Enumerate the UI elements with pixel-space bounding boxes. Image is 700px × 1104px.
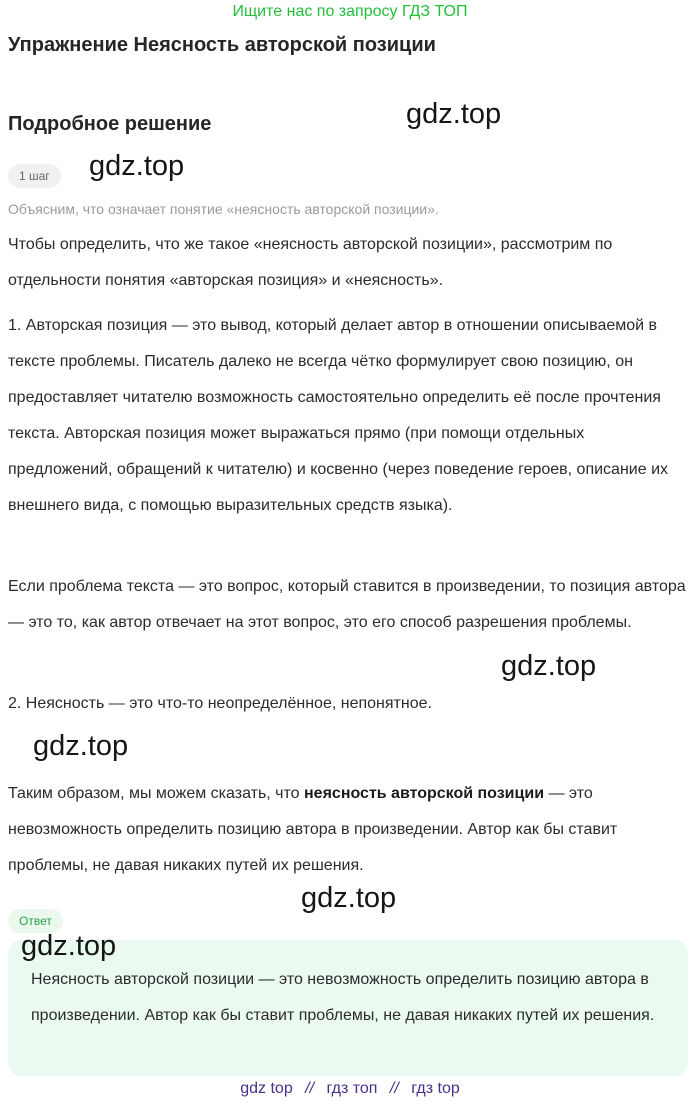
footer-separator: // [389, 1080, 399, 1097]
watermark: gdz.top [406, 98, 502, 130]
conclusion-term: неясность авторской позиции [304, 785, 545, 802]
search-banner: Ищите нас по запросу ГДЗ ТОП [232, 3, 468, 20]
answer-text: Неясность авторской позиции — это невозможность определить позицию автора в произведении. Автор как бы ставит проблемы, не давая никаких путей их решения. [31, 971, 655, 1024]
watermark: gdz.top [501, 650, 597, 682]
watermark: gdz.top [89, 150, 185, 182]
answer-badge: Ответ [8, 909, 63, 933]
exercise-title: Упражнение Неясность авторской позиции [8, 34, 436, 56]
footer-links [0, 1079, 700, 1099]
step-hint: Объясним, что означает понятие «неясность авторской позиции». [8, 201, 439, 217]
conclusion-text-end: — это невозможность определить позицию автора в произведении. Автор как бы ставит проблемы, не давая никаких путей их решения. [8, 785, 618, 874]
watermark: gdz.top [301, 882, 397, 914]
solution-title: Подробное решение [8, 113, 212, 135]
footer-link-gdz-top-ru[interactable]: гдз топ [326, 1080, 378, 1097]
watermark: gdz.top [21, 930, 117, 962]
paragraph-unclarity: 2. Неясность — это что-то неопределённое, непонятное. [8, 695, 432, 712]
footer-link-gdz-top-mixed[interactable]: гдз top [411, 1080, 460, 1097]
conclusion-text-start: Таким образом, мы можем сказать, что [8, 785, 305, 802]
paragraph-author-position: 1. Авторская позиция — это вывод, который делает автор в отношении описываемой в тексте проблемы. Писатель далеко не всегда чётко формулирует свою позицию, он предоставляет читателю возможность самостоятельно определить её после прочтения текста. Авторская позиция может выражаться прямо (при помощи отдельных предложений, обращений к читателю) и косвенно (через поведение героев, описание их внешнего вида, с помощью выразительных средств языка). [8, 317, 669, 514]
paragraph-conclusion [8, 776, 692, 884]
footer-link-gdz-top[interactable]: gdz top [240, 1080, 293, 1097]
paragraph-problem: Если проблема текста — это вопрос, который ставится в произведении, то позиция автора — это то, как автор отвечает на этот вопрос, это его способ разрешения проблемы. [8, 578, 686, 631]
watermark: gdz.top [33, 730, 129, 762]
footer-separator: // [305, 1080, 315, 1097]
paragraph-intro: Чтобы определить, что же такое «неясность авторской позиции», рассмотрим по отдельности понятия «авторская позиция» и «неясность». [8, 236, 613, 289]
step-badge: 1 шаг [8, 164, 61, 188]
